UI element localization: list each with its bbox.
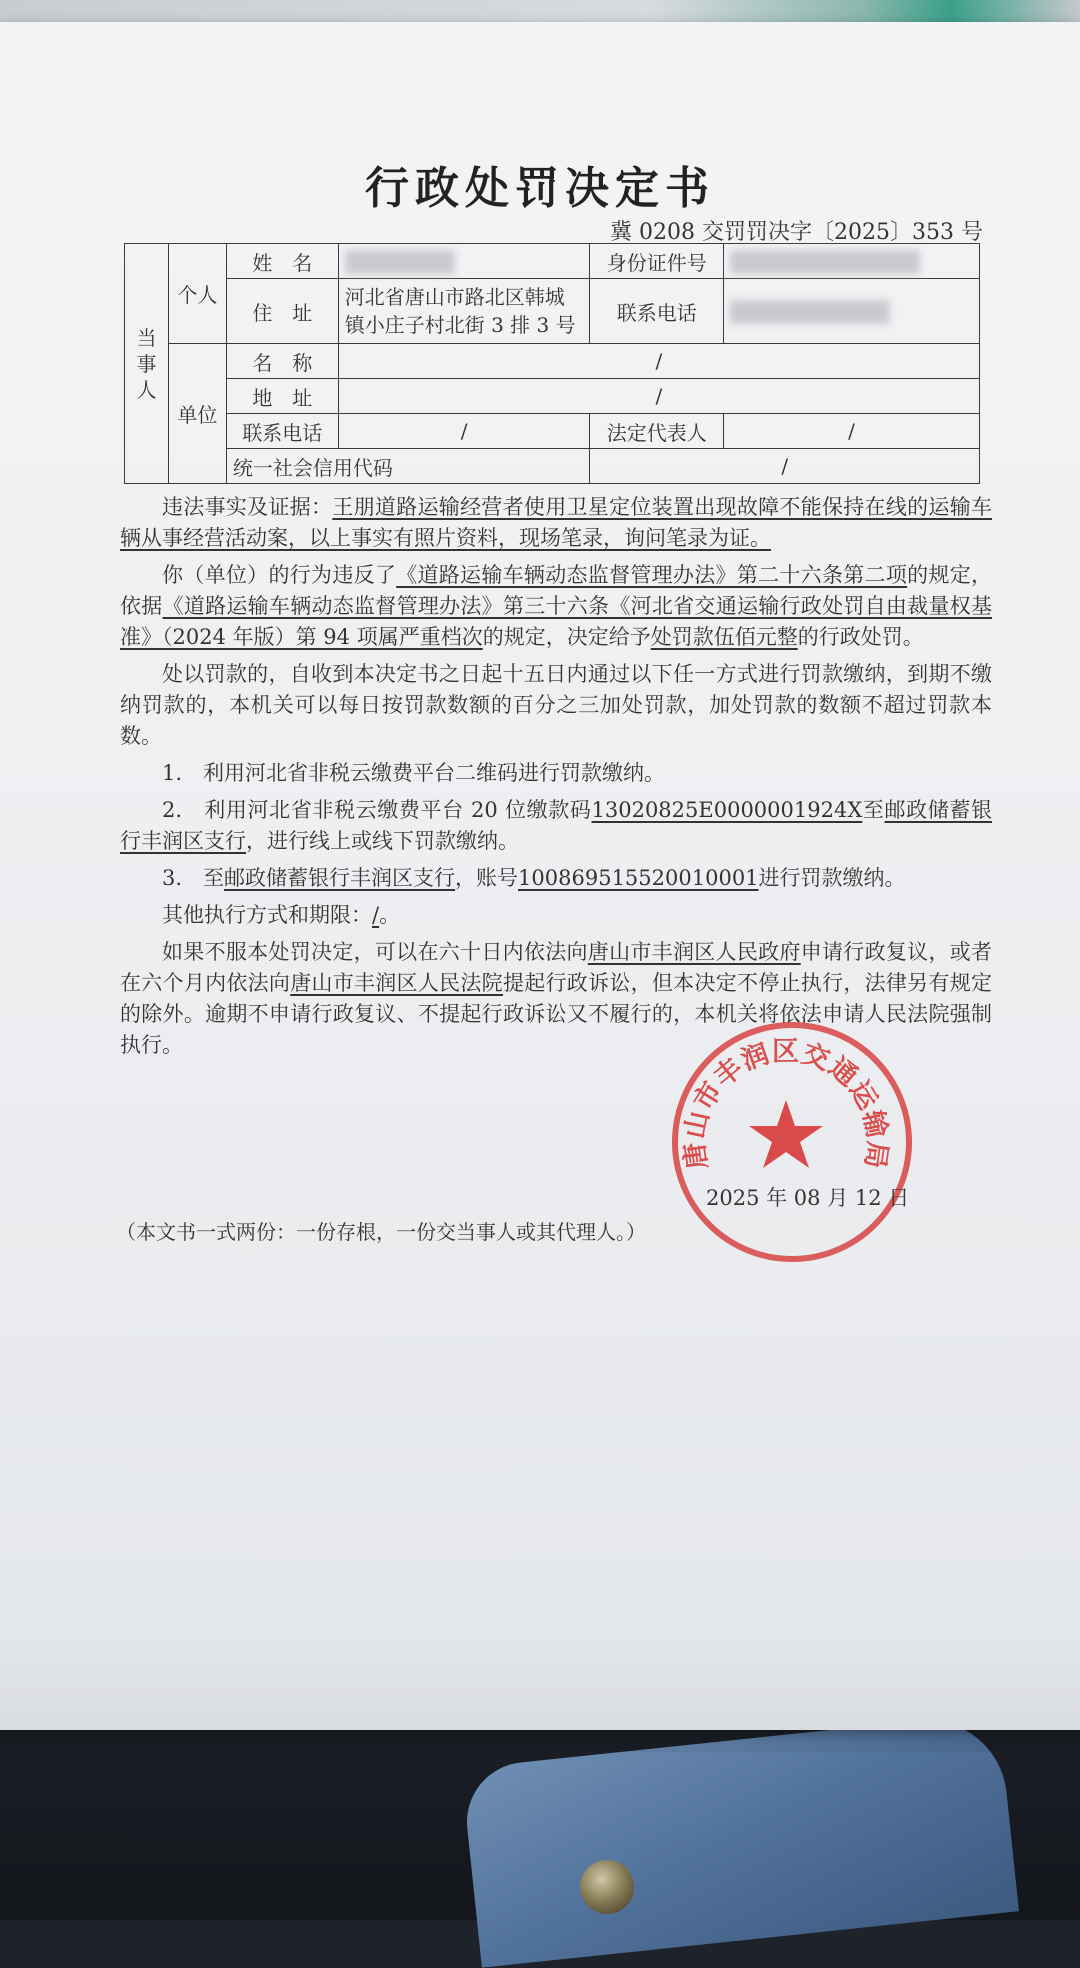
id-label: 身份证件号 [590, 244, 724, 279]
other-execution-label: 其他执行方式和期限： [162, 903, 372, 927]
violation-text-e: 的规定，决定给予 [482, 625, 651, 649]
method3-text-b: ，账号 [455, 866, 519, 890]
violation-text-a: 你（单位）的行为违反了 [162, 563, 397, 587]
method2-text-c: ，进行线上或线下罚款缴纳。 [246, 829, 519, 853]
party-info-table [124, 243, 980, 484]
bank-account-number: 100869515520010001 [518, 866, 759, 890]
seal-text: 唐山市丰润区交通运输局 [679, 1036, 893, 1172]
payment-code: 13020825E0000001924X [591, 798, 863, 822]
unit-name-value: / [338, 344, 979, 379]
legal-basis: 《道路运输车辆动态监督管理办法》第三十六条《河北省交通运输行政处罚自由裁量权基准》（2024 年版）第 94 项属严重档次 [120, 594, 993, 649]
unit-label: 单位 [168, 344, 226, 484]
method3-bank: 邮政储蓄银行丰润区支行 [224, 866, 456, 890]
other-execution-end: 。 [379, 903, 401, 927]
legal-rep-label: 法定代表人 [590, 414, 724, 449]
facts-lead: 违法事实及证据： [162, 495, 333, 519]
facts-paragraph [120, 492, 992, 554]
appeal-text-a: 如果不服本处罚决定，可以在六十日内依法向 [162, 940, 588, 964]
official-seal [672, 1022, 912, 1262]
phone-label: 联系电话 [590, 279, 724, 344]
payment-method-2 [120, 795, 992, 857]
document-number [610, 215, 983, 246]
method2-text-b: 至 [862, 798, 885, 822]
redacted-name [345, 250, 455, 274]
payment-method-1: 1. 利用河北省非税云缴费平台二维码进行罚款缴纳。 [162, 761, 666, 785]
redacted-id [730, 250, 920, 274]
doc-number-prefix: 冀 0208 交罚罚决字〔2025〕 [610, 220, 912, 245]
violated-regulation: 《道路运输车辆动态监督管理办法》第二十六条第二项 [396, 563, 908, 587]
facts-content: 王朋道路运输经营者使用卫星定位装置出现故障不能保持在线的运输车辆从事经营活动案，以上事实有照片资料，现场笔录，询问笔录为证。 [120, 495, 993, 550]
document-footnote: （本文书一式两份：一份存根，一份交当事人或其代理人。） [116, 1220, 646, 1244]
id-value-redacted [724, 244, 980, 279]
individual-label: 个人 [168, 244, 226, 344]
payment-method-3 [120, 863, 992, 894]
violation-text-c: 的规定，依据 [120, 563, 993, 618]
name-value-redacted [338, 244, 590, 279]
unit-phone-label: 联系电话 [226, 414, 338, 449]
method2-bank: 邮政储蓄银行丰润区支行 [120, 798, 993, 853]
phone-value-redacted [724, 279, 980, 344]
uniform-button [580, 1860, 634, 1914]
decision-body [120, 492, 992, 1067]
address-label: 住 址 [226, 279, 338, 344]
method2-text-a: 2. 利用河北省非税云缴费平台 20 位缴款码 [162, 798, 592, 822]
court-name: 唐山市丰润区人民法院 [290, 971, 503, 995]
paper-shading [0, 1622, 1080, 1752]
appeal-text-c: 申请行政复议，或者在六个月内依法向 [120, 940, 993, 995]
penalty-amount: 处罚款伍佰元整 [650, 625, 798, 649]
unit-address-label: 地 址 [226, 379, 338, 414]
violation-text-g: 的行政处罚。 [797, 625, 924, 649]
redacted-phone [730, 300, 890, 324]
credit-code-label: 统一社会信用代码 [226, 449, 590, 484]
seal-star-icon [749, 1100, 823, 1168]
unit-address-value: / [338, 379, 979, 414]
document-title: 行政处罚决定书 [365, 163, 715, 214]
name-label: 姓 名 [226, 244, 338, 279]
unit-name-label: 名 称 [226, 344, 338, 379]
method3-text-c: 进行罚款缴纳。 [758, 866, 906, 890]
decision-date: 2025 年 08 月 12 日 [706, 1186, 910, 1210]
appeal-text-e: 提起行政诉讼，但本决定不停止执行，法律另有规定的除外。逾期不申请行政复议、不提起行政诉讼又不履行的，本机关将依法申请人民法院强制执行。 [120, 971, 993, 1057]
other-execution-value: / [372, 903, 380, 927]
violation-paragraph [120, 560, 992, 653]
party-group-label: 当事人 [125, 244, 169, 484]
other-execution-paragraph [120, 900, 992, 931]
payment-terms-paragraph: 处以罚款的，自收到本决定书之日起十五日内通过以下任一方式进行罚款缴纳，到期不缴纳罚款的，本机关可以每日按罚款数额的百分之三加处罚款，加处罚款的数额不超过罚款本数。 [120, 662, 992, 748]
review-authority: 唐山市丰润区人民政府 [587, 940, 801, 964]
doc-number-suffix: 353 号 [911, 220, 983, 245]
document-paper [0, 22, 1080, 1730]
address-value: 河北省唐山市路北区韩城镇小庄子村北街 3 排 3 号 [338, 279, 590, 344]
legal-rep-value: / [724, 414, 980, 449]
credit-code-value: / [590, 449, 980, 484]
method3-text-a: 3. 至 [162, 866, 225, 890]
unit-phone-value: / [338, 414, 590, 449]
